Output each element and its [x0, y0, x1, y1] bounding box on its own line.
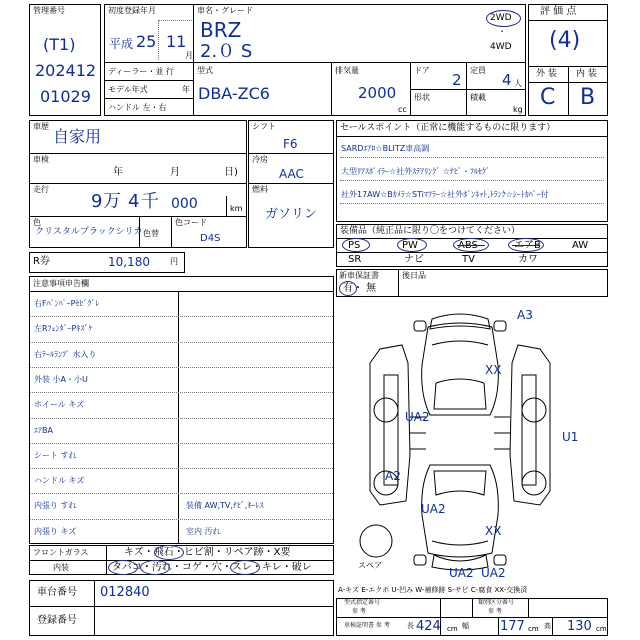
- inspect-label: 車検: [33, 155, 49, 164]
- disp-unit: cc: [398, 105, 407, 114]
- legend: A-キズ E-エクボ U-凹み W-補修跡 S-サビ C-腐食 XX-交換済: [338, 586, 528, 594]
- warranty-label: 新車保証書: [339, 271, 379, 280]
- recycle-label: R券: [33, 256, 50, 267]
- equip-airbag: エアB: [514, 240, 541, 251]
- regno-label: 登録番号: [37, 615, 77, 626]
- score-value: (4): [549, 28, 581, 53]
- color-label: 色: [33, 218, 41, 227]
- equip-abs: ABS: [458, 240, 478, 251]
- reg-month: 11: [166, 32, 187, 51]
- recycle-unit: 円: [170, 257, 178, 266]
- ac-value: AAC: [279, 167, 304, 181]
- mileage-u1: 万: [103, 191, 121, 212]
- recycle-value: 10,180: [108, 255, 150, 269]
- dims-len-unit: cm: [447, 625, 458, 633]
- mark-u1: U1: [562, 430, 579, 444]
- mileage-label: 走行: [33, 185, 49, 194]
- dims-h-label: 幅: [462, 622, 469, 630]
- score-int-label: 内 装: [576, 69, 597, 79]
- type-label: 型式: [197, 66, 213, 75]
- equip-ps: PS: [348, 240, 361, 251]
- reg-year: 25: [136, 32, 157, 51]
- date-label: 後日品: [402, 271, 426, 280]
- equip-pw-circle: [397, 238, 427, 252]
- disp-label: 排気量: [335, 66, 359, 75]
- mark-a2: A2: [385, 469, 401, 483]
- mark-ua2-left: UA2: [405, 410, 430, 424]
- model-year-label: モデル年式: [108, 85, 148, 94]
- disp-value: 2000: [358, 84, 397, 102]
- note-left-10: 内張り キズ: [34, 526, 77, 536]
- sales-points-label: セールスポイント（正常に機能するものに限ります）: [340, 123, 556, 133]
- glass-label: フロントガラス: [33, 548, 89, 557]
- note-right-equip: 装備 AW,TV,ﾅﾋﾞ,ｷｰﾚｽ: [186, 501, 264, 511]
- mileage-v3: 000: [171, 196, 198, 212]
- color-swap-label: 色替: [143, 229, 159, 238]
- drive-2wd: 2WD: [490, 13, 512, 23]
- interior-label: 内装: [53, 563, 69, 572]
- dims-l1b: 参 考: [352, 608, 366, 615]
- use-label: 車歴: [33, 122, 49, 131]
- note-left-4: 外装 小A・小U: [34, 374, 88, 384]
- use-value: 自家用: [53, 127, 102, 146]
- equip-ps-circle: [342, 238, 370, 252]
- note-left-6: ｴｱBA: [34, 425, 53, 435]
- type-value: DBA-ZC6: [198, 84, 270, 103]
- drive-4wd: 4WD: [490, 42, 512, 52]
- load-label: 積載: [470, 93, 486, 102]
- score-int: B: [580, 85, 596, 110]
- note-left-2: 左RﾌｪﾝﾀﾞｰPｷｽﾞｹ: [34, 324, 93, 334]
- mark-a3: A3: [517, 308, 533, 322]
- cap-label: 定員: [470, 66, 486, 75]
- mark-ua2-b1: UA2: [449, 566, 474, 580]
- recycle-box: [29, 252, 185, 273]
- equip-aw: AW: [572, 240, 589, 251]
- glass-chip-circle: [154, 545, 184, 560]
- interior-value: タバコ・汚れ・コゲ・穴・スレ・キレ・破レ: [112, 562, 312, 573]
- mark-xx-top: XX: [485, 363, 502, 377]
- note-left-5: ホイール キズ: [34, 400, 85, 410]
- note-left-3: 右ﾃｰﾙﾗﾝﾌﾟ 水入り: [34, 349, 97, 359]
- shift-label: シフト: [252, 122, 276, 131]
- equip-sr: SR: [348, 254, 362, 265]
- load-unit: kg: [513, 105, 523, 114]
- dims-w: 130: [567, 619, 592, 634]
- dims-l2b: 参 考: [488, 608, 502, 615]
- dims-l2a: 類別区分番号: [478, 599, 515, 606]
- mark-ua2-b2: UA2: [481, 566, 506, 580]
- note-left-1: 右FﾊﾞﾝﾊﾟｰPｾﾋﾞｸﾞﾚ: [34, 299, 100, 308]
- chassis-value: 012840: [100, 585, 150, 600]
- fuel-label: 燃料: [252, 185, 268, 194]
- reg-month-unit: 月: [185, 51, 193, 60]
- dims-l1a: 型式指定番号: [344, 599, 381, 606]
- ac-label: 冷房: [252, 155, 268, 164]
- mgmt-code3: 01029: [40, 87, 91, 106]
- mark-xx-bottom: XX: [485, 524, 502, 538]
- reg-label: 初度登録年月: [108, 6, 156, 15]
- score-ext: C: [540, 85, 556, 110]
- equipment-label: 装備品（純正品に限り〇をつけてください）: [340, 226, 521, 236]
- dealer-label: ディーラー・並 行: [108, 67, 174, 76]
- cap-value: 4: [502, 71, 512, 89]
- dims-len: 424: [416, 619, 441, 634]
- door-label: ドア: [414, 66, 430, 75]
- spare-label: スペア: [358, 561, 382, 570]
- shape-label: 形状: [414, 93, 430, 102]
- equip-pw: PW: [402, 240, 418, 251]
- car-name: BRZ: [200, 18, 242, 42]
- handle-label: ハンドル 左・右: [108, 103, 167, 112]
- score-label: 評 価 点: [540, 6, 577, 17]
- reg-era: 平成: [109, 37, 134, 51]
- inspect-month: 月: [170, 167, 180, 178]
- note-left-7: シート すれ: [34, 450, 77, 460]
- inspect-year: 年: [113, 167, 123, 178]
- equip-leather: カワ: [518, 254, 538, 265]
- note-left-9: 内張り すれ: [34, 501, 77, 511]
- dims-len-label: 長: [407, 622, 414, 630]
- drive-dot: ・: [498, 27, 506, 36]
- mileage-v2: 4: [128, 191, 140, 212]
- cap-unit: 人: [514, 79, 522, 88]
- interior-scuff-circle: [230, 560, 260, 575]
- door-value: 2: [452, 71, 462, 89]
- dims-l3: 車検証明書 参 考: [344, 622, 390, 629]
- mark-ua2-mid: UA2: [421, 502, 446, 516]
- interior-tobacco-circle: [108, 560, 138, 575]
- mileage-u2: 千: [141, 191, 159, 212]
- sales-point-1: SARDｴｱﾛ☆BLITZ車高調: [341, 144, 430, 153]
- chassis-label: 車台番号: [37, 587, 77, 598]
- dims-h-unit: cm: [528, 625, 539, 633]
- inspect-day: 日): [224, 167, 238, 178]
- equip-navi: ナビ: [404, 254, 424, 265]
- equip-tv: TV: [462, 254, 475, 265]
- warranty-circle: [339, 281, 357, 296]
- warranty-value: 有・ 無: [343, 283, 377, 294]
- model-year-unit: 年: [182, 85, 190, 94]
- mileage-v1: 9: [91, 191, 103, 212]
- mgmt-code1: (T1): [43, 35, 76, 54]
- car-grade: 2.０ S: [200, 41, 253, 62]
- notes-label: 注意事項申告欄: [33, 279, 89, 288]
- color-code-label: 色コード: [175, 218, 207, 227]
- interior-dirt-circle: [140, 560, 170, 575]
- note-left-8: ハンドル キズ: [34, 476, 85, 486]
- mgmt-label: 管理番号: [33, 6, 65, 15]
- score-ext-label: 外 装: [536, 69, 557, 79]
- shift-value: F6: [283, 137, 298, 151]
- car-label: 車名・グレード: [197, 6, 253, 15]
- note-right-interior: 室内 汚れ: [186, 526, 221, 536]
- mileage-unit: km: [230, 204, 243, 213]
- color-value: クリスタルブラックシリカ: [35, 227, 143, 237]
- car-diagram: [340, 305, 580, 575]
- mgmt-code2: 202412: [35, 61, 97, 80]
- dims-h: 177: [500, 619, 525, 634]
- dims-w-unit: cm: [596, 625, 607, 633]
- sales-point-3: 社外17AW☆Bｶﾒﾗ☆STiﾏﾌﾗｰ☆社外ﾎﾞﾝﾈｯﾄ,ﾄﾗﾝｸ☆ｼｰﾄｶﾊﾞｰ付: [341, 190, 549, 199]
- dims-w-label: 高: [544, 622, 551, 630]
- color-code: D4S: [200, 233, 221, 244]
- fuel-value: ガソリン: [265, 207, 318, 222]
- sales-point-2: 大型ﾘｱｽﾎﾟｲﾗｰ☆社外ｽﾃｱﾘﾝｸﾞ ☆ﾅﾋﾞ・ﾌﾙｾｸﾞ: [341, 167, 490, 176]
- glass-value: キズ・飛石・ヒビ割・リペア跡・X要: [124, 547, 291, 558]
